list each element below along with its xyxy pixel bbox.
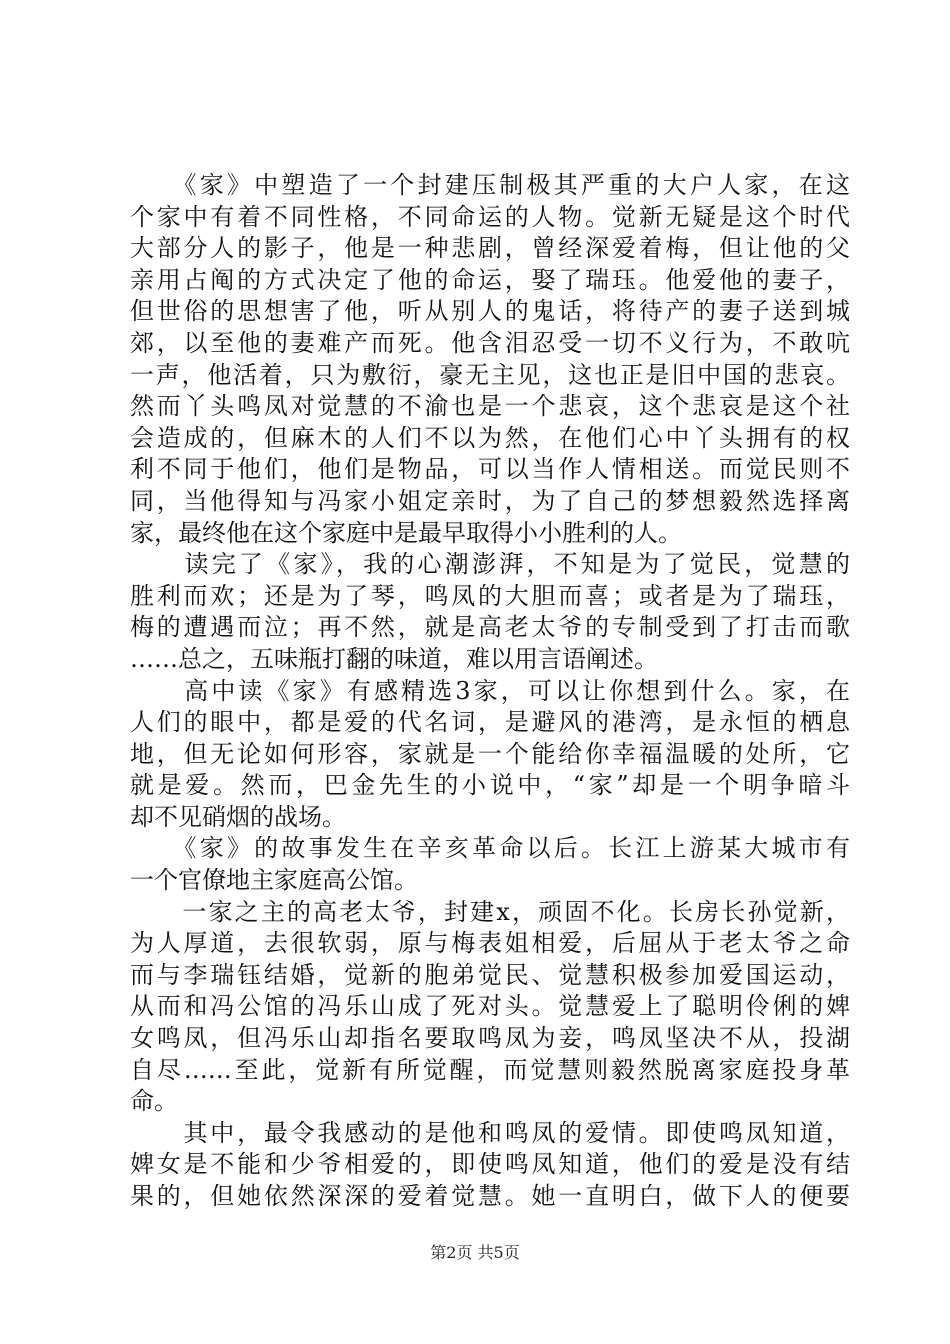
text-line: 为人厚道，去很软弱，原与梅表姐相爱，后屈从于老太爷之命 — [130, 929, 850, 958]
text-line: 读完了《家》，我的心潮澎湃，不知是为了觉民，觉慧的 — [130, 550, 850, 579]
text-line: 然而丫头鸣凤对觉慧的不渝也是一个悲哀，这个悲哀是这个社 — [130, 392, 850, 421]
text-line: 一家之主的高老太爷，封建x，顽固不化。长房长孙觉新， — [130, 897, 850, 926]
text-line: 个家中有着不同性格，不同命运的人物。觉新无疑是这个时代 — [130, 202, 850, 231]
text-line: 高中读《家》有感精选3家，可以让你想到什么。家，在 — [130, 676, 850, 705]
text-line: 命。 — [130, 1087, 178, 1116]
text-line: 一声，他活着，只为敷衍，豪无主见，这也正是旧中国的悲哀。 — [130, 360, 850, 389]
text-line: 自尽……至此，觉新有所觉醒，而觉慧则毅然脱离家庭投身革 — [130, 1055, 850, 1084]
text-line: 婢女是不能和少爷相爱的，即使鸣凤知道，他们的爱是没有结 — [130, 1150, 850, 1179]
text-line: 大部分人的影子，他是一种悲剧，曾经深爱着梅，但让他的父 — [130, 234, 850, 263]
text-line: ……总之，五味瓶打翻的味道，难以用言语阐述。 — [130, 644, 658, 673]
text-line: 地，但无论如何形容，家就是一个能给你幸福温暖的处所，它 — [130, 739, 850, 768]
text-line: 女鸣凤，但冯乐山却指名要取鸣凤为妾，鸣凤坚决不从，投湖 — [130, 1024, 850, 1053]
text-line: 《家》的故事发生在辛亥革命以后。长江上游某大城市有 — [130, 834, 850, 863]
text-line: 但世俗的思想害了他，听从别人的鬼话，将待产的妻子送到城 — [130, 297, 850, 326]
page-footer: 第2页 共5页 — [430, 1243, 520, 1262]
text-line: 利不同于他们，他们是物品，可以当作人情相送。而觉民则不 — [130, 455, 850, 484]
text-line: 亲用占阄的方式决定了他的命运，娶了瑞珏。他爱他的妻子， — [130, 265, 850, 294]
text-line: 一个官僚地主家庭高公馆。 — [130, 866, 418, 895]
text-line: 会造成的，但麻木的人们不以为然，在他们心中丫头拥有的权 — [130, 423, 850, 452]
text-line: 人们的眼中，都是爱的代名词，是避风的港湾，是永恒的栖息 — [130, 708, 850, 737]
text-line: 胜利而欢；还是为了琴，鸣凤的大胆而喜；或者是为了瑞珏， — [130, 581, 850, 610]
text-line: 同，当他得知与冯家小姐定亲时，为了自己的梦想毅然选择离 — [130, 486, 850, 515]
body-text — [130, 170, 850, 1213]
text-line: 果的，但她依然深深的爱着觉慧。她一直明白，做下人的便要 — [130, 1182, 850, 1210]
text-line: 而与李瑞钰结婚，觉新的胞弟觉民、觉慧积极参加爱国运动， — [130, 960, 850, 989]
text-line: 其中，最令我感动的是他和鸣凤的爱情。即使鸣凤知道， — [130, 1118, 850, 1147]
text-line: 郊，以至他的妻难产而死。他含泪忍受一切不义行为，不敢吭 — [130, 328, 850, 357]
text-line: 《家》中塑造了一个封建压制极其严重的大户人家，在这 — [130, 171, 850, 199]
text-line: 梅的遭遇而泣；再不然，就是高老太爷的专制受到了打击而歌 — [130, 613, 850, 642]
text-line: 却不见硝烟的战场。 — [130, 802, 346, 831]
text-line: 就是爱。然而，巴金先生的小说中，“家”却是一个明争暗斗 — [130, 771, 850, 800]
text-line: 家，最终他在这个家庭中是最早取得小小胜利的人。 — [130, 518, 682, 547]
text-line: 从而和冯公馆的冯乐山成了死对头。觉慧爱上了聪明伶俐的婢 — [130, 992, 850, 1021]
